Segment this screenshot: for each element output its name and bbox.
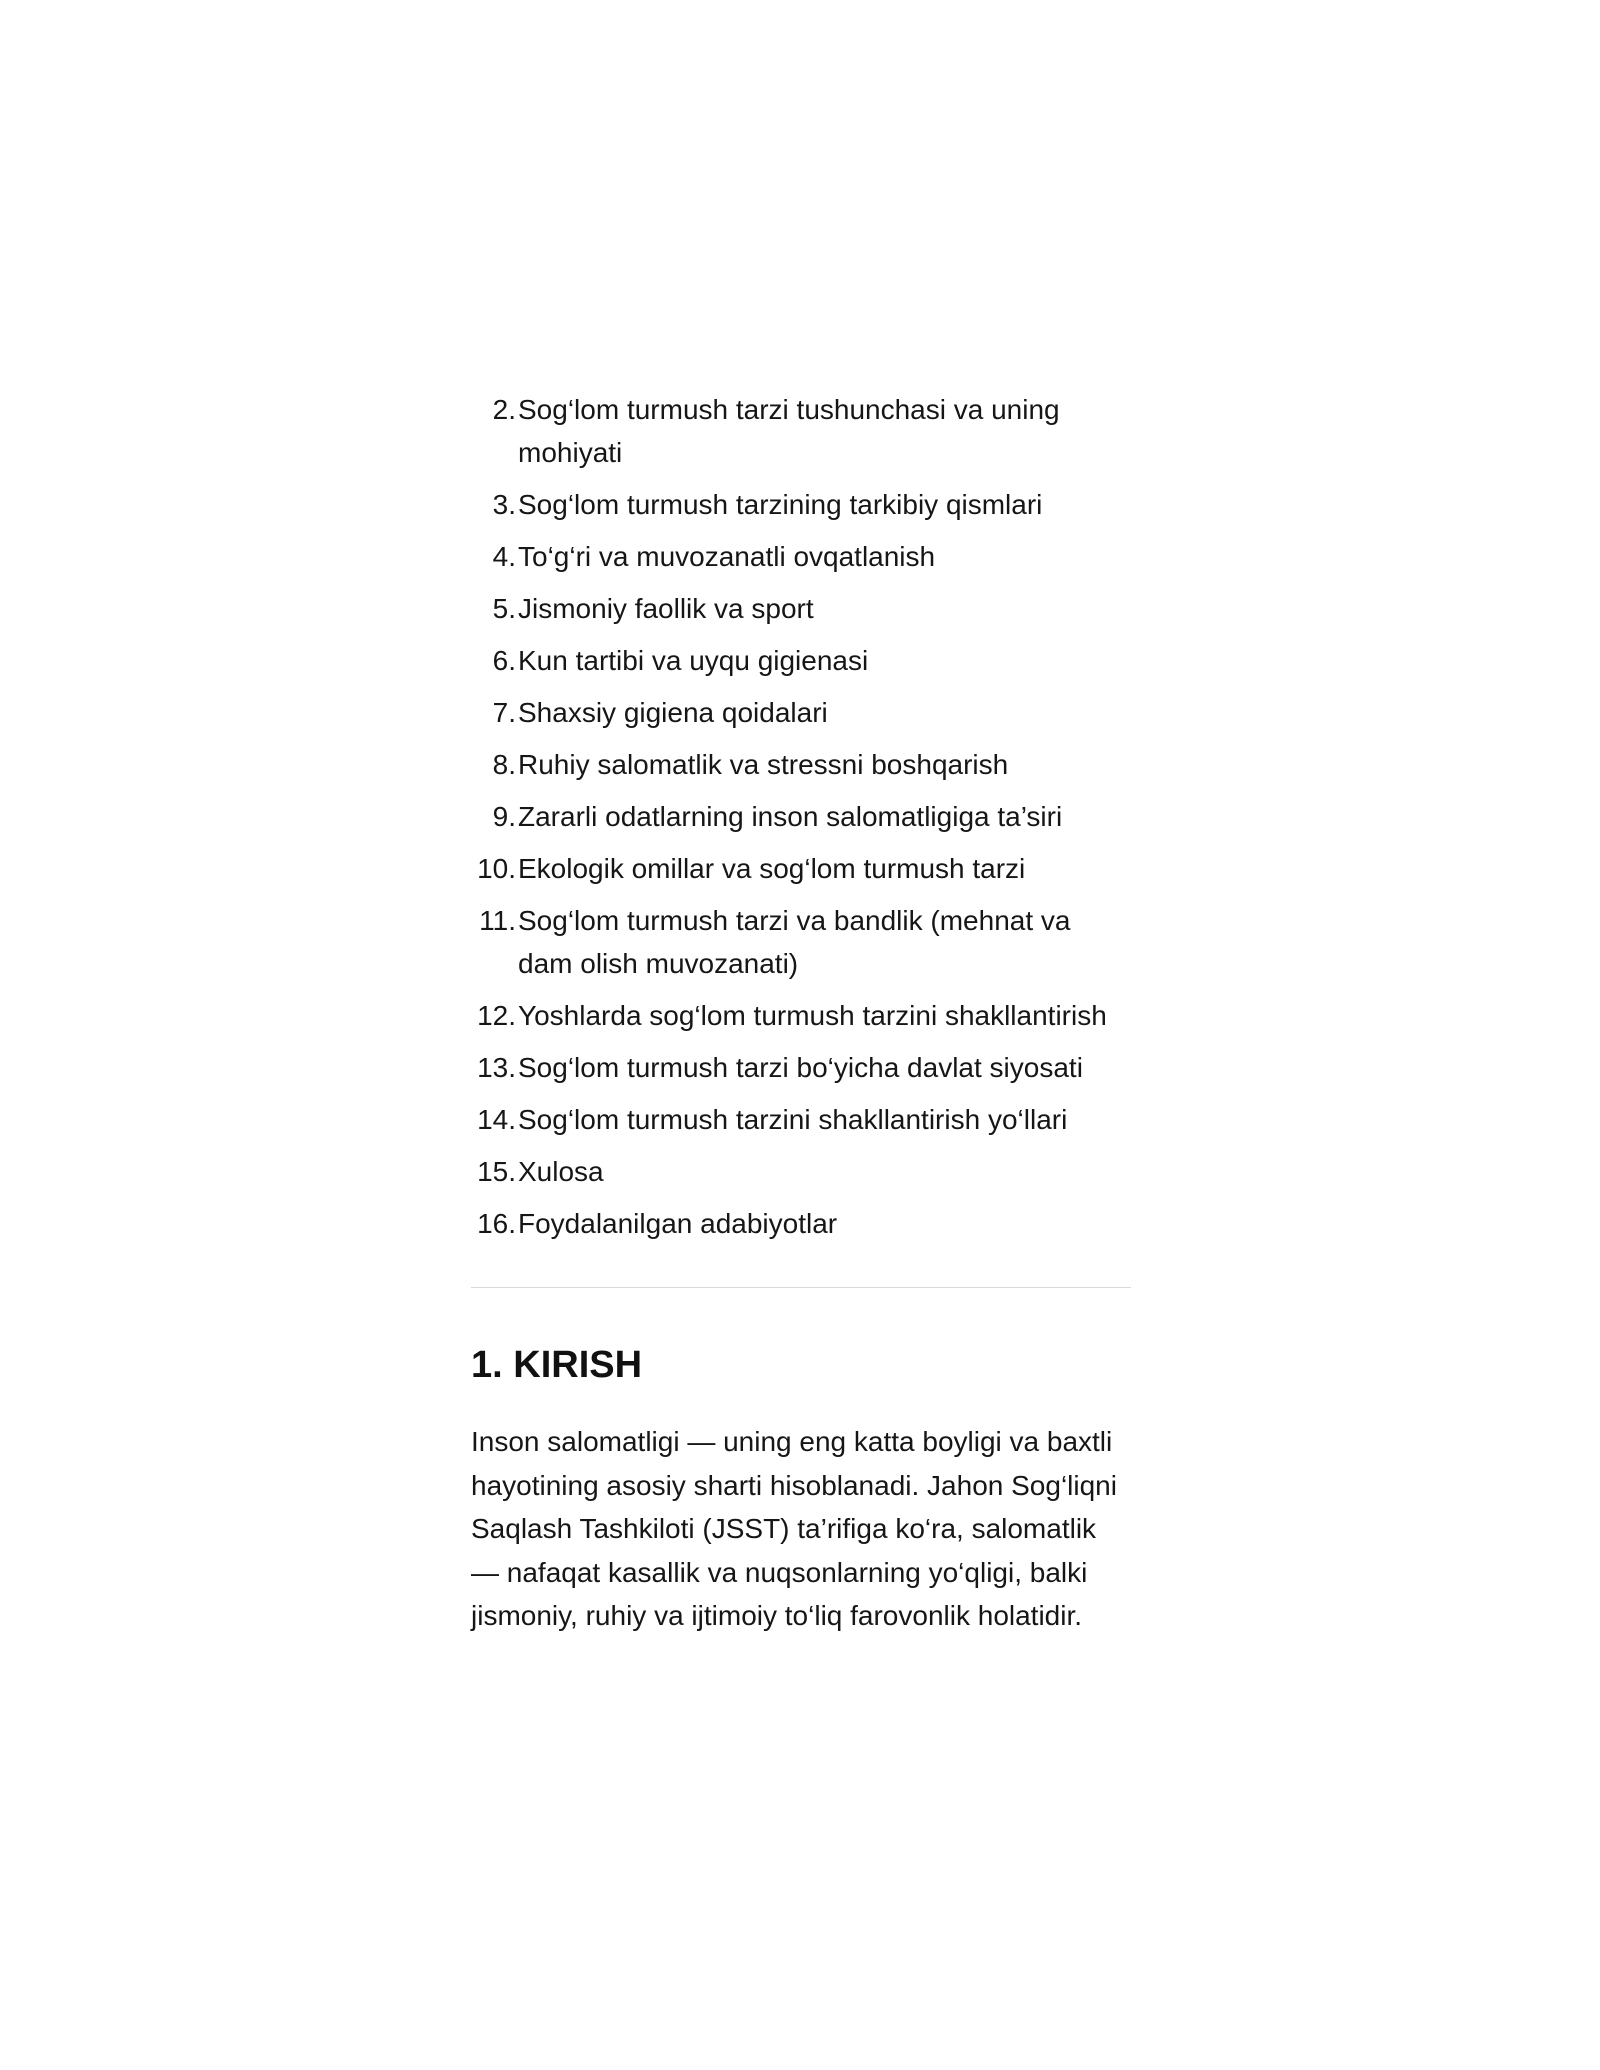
toc-item xyxy=(471,587,1131,630)
toc-item xyxy=(471,994,1131,1037)
toc-item-number: 10. xyxy=(477,853,516,884)
toc-item xyxy=(471,639,1131,682)
toc-item-number: 13. xyxy=(477,1052,516,1083)
intro-paragraph: Inson salomatligi — uning eng katta boyligi va baxtli hayotining asosiy sharti hisoblanadi. Jahon Sog‘liqni Saqlash Tashkiloti (JSST) ta’rifiga ko‘ra, salomatlik — nafaqat kasallik va nuqsonlarning yo‘qligi, balki jismoniy, ruhiy va ijtimoiy to‘liq farovonlik holatidir. xyxy=(471,1426,1117,1631)
toc-item-number: 3. xyxy=(492,489,516,520)
toc-item xyxy=(471,899,1131,985)
toc-item-number: 11. xyxy=(479,905,516,936)
toc-item-text: Sog‘lom turmush tarzini shakllantirish yo‘llari xyxy=(518,1104,1068,1135)
toc-item xyxy=(471,1150,1131,1193)
toc-item-text: Kun tartibi va uyqu gigienasi xyxy=(518,645,869,676)
toc-item-text: Foydalanilgan adabiyotlar xyxy=(518,1208,838,1239)
toc-item-number: 14. xyxy=(477,1104,516,1135)
toc-item xyxy=(471,1046,1131,1089)
section-heading: 1. KIRISH xyxy=(471,1344,643,1386)
toc-item-text: Sog‘lom turmush tarzi bo‘yicha davlat siyosati xyxy=(518,1052,1083,1083)
toc-item-text: Shaxsiy gigiena qoidalari xyxy=(518,697,828,728)
toc-item xyxy=(471,795,1131,838)
toc-item-text: Sog‘lom turmush tarzi va bandlik (mehnat va dam olish muvozanati) xyxy=(518,905,1071,979)
toc-item xyxy=(471,483,1131,526)
table-of-contents xyxy=(471,388,1131,1245)
toc-item xyxy=(471,743,1131,786)
toc-item-number: 9. xyxy=(492,801,516,832)
toc-item-number: 8. xyxy=(492,749,516,780)
toc-item-number: 6. xyxy=(492,645,516,676)
toc-item-number: 15. xyxy=(477,1156,516,1187)
toc-item-number: 5. xyxy=(492,593,516,624)
toc-item-text: Yoshlarda sog‘lom turmush tarzini shakllantirish xyxy=(518,1000,1107,1031)
toc-item-number: 7. xyxy=(492,697,516,728)
toc-item-text: Ekologik omillar va sog‘lom turmush tarzi xyxy=(518,853,1026,884)
toc-item-text: Sog‘lom turmush tarzi tushunchasi va uning mohiyati xyxy=(518,394,1060,468)
toc-item-number: 16. xyxy=(477,1208,516,1239)
toc-item-text: Sog‘lom turmush tarzining tarkibiy qismlari xyxy=(518,489,1043,520)
toc-item xyxy=(471,1202,1131,1245)
document-content xyxy=(471,388,1131,1638)
toc-item-number: 12. xyxy=(477,1000,516,1031)
toc-item xyxy=(471,535,1131,578)
toc-item-text: Ruhiy salomatlik va stressni boshqarish xyxy=(518,749,1009,780)
toc-item xyxy=(471,691,1131,734)
toc-item-text: Jismoniy faollik va sport xyxy=(518,593,814,624)
toc-item-text: To‘g‘ri va muvozanatli ovqatlanish xyxy=(518,541,936,572)
toc-item-number: 2. xyxy=(492,394,516,425)
toc-item xyxy=(471,847,1131,890)
toc-item xyxy=(471,1098,1131,1141)
toc-item-text: Xulosa xyxy=(518,1156,604,1187)
toc-item-number: 4. xyxy=(492,541,516,572)
section-divider xyxy=(471,1287,1131,1288)
toc-item-text: Zararli odatlarning inson salomatligiga ta’siri xyxy=(518,801,1063,832)
toc-item xyxy=(471,388,1131,474)
